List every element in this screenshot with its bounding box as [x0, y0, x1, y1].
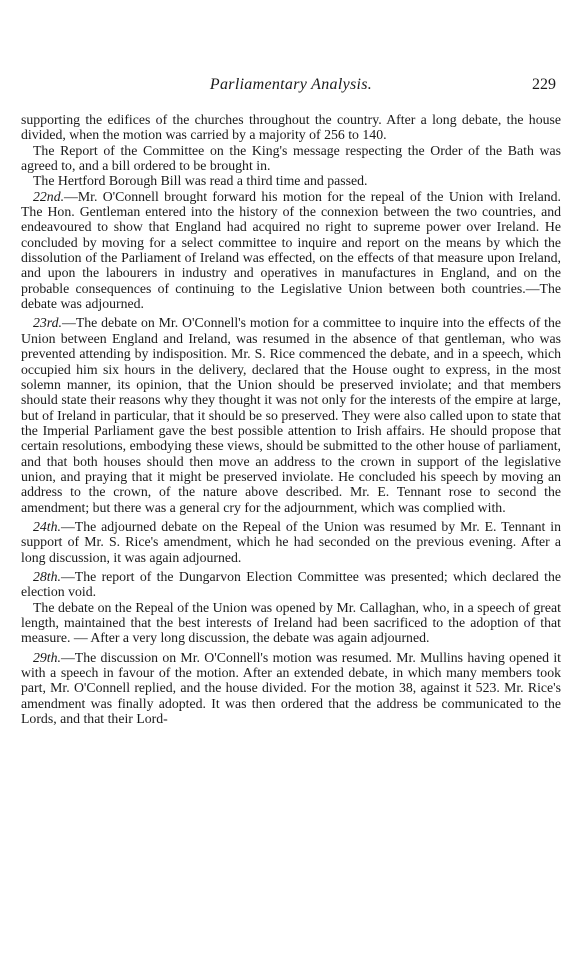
- running-head: [22, 76, 560, 100]
- paragraph-text: —The report of the Dungarvon Election Committee was presented; which declared the election void.: [21, 568, 561, 600]
- paragraph-29th: [21, 650, 561, 727]
- paragraph-24th: [21, 519, 561, 565]
- entry-date: 28th.: [33, 568, 61, 584]
- entry-date: 23rd.: [33, 315, 63, 331]
- paragraph-text: supporting the edifices of the churches throughout the country. After a long debate, the house divided, when the motion was carried by a majority of 256 to 140.: [21, 112, 561, 143]
- paragraph-text: The debate on the Repeal of the Union was opened by Mr. Callaghan, who, in a speech of great length, maintained that the best interests of Ireland had been sacrificed to the adoption of that measure. — After a very long discussion, the debate was again adjourned.: [21, 599, 561, 646]
- entry-date: 29th.: [33, 649, 61, 665]
- paragraph-text: —The discussion on Mr. O'Connell's motion was resumed. Mr. Mullins having opened it with a speech in favour of the motion. After an extended debate, in which many members took part, Mr. O'Connell replied, and the house divided. For the motion 38, against it 523. Mr. Rice's amendment was finally adopted. It was then ordered that the address be communicated to the Lords, and that their Lord-: [21, 649, 561, 727]
- entry-date: 24th.: [33, 518, 61, 534]
- page-number: 229: [532, 76, 556, 93]
- paragraph-repeal-debate: [21, 600, 561, 646]
- running-title: Parliamentary Analysis.: [209, 76, 373, 93]
- body-text: [21, 112, 561, 726]
- paragraph-text: The Report of the Committee on the King's message respecting the Order of the Bath was agreed to, and a bill ordered to be brought in.: [21, 142, 561, 174]
- paragraph-23rd: [21, 315, 561, 514]
- paragraph-text: —The debate on Mr. O'Connell's motion for a committee to inquire into the effects of the Union between England and Ireland, was resumed in the absence of that gentleman, who was prevented attending by indisposition. Mr. S. Rice commenced the debate, and in a speech, which occupied him six hours in the delivery, declared that the House ought to express, in the most solemn manner, its opinion, that the Union should be preserved inviolate; and that members should state their reasons why they thought it was not only for the interests of the empire at large, but of Ireland in particular, that it should be so preserved. They were also called upon to state that the Imperial Parliament gave the best possible attention to Irish affairs. He should propose that certain resolutions, embodying these views, should be submitted to the other house of parliament, and that both houses should then move an address to the crown in support of the legislative union, and praying that it might be preserved inviolate. He concluded his speech by moving an address to the crown, of the nature above described. Mr. E. Tennant rose to second the amendment; but there was a general cry for the adjournment, which was complied with.: [21, 315, 561, 515]
- paragraph-hertford-bill: [21, 173, 561, 188]
- paragraph-text: —Mr. O'Connell brought forward his motion for the repeal of the Union with Ireland. The Hon. Gentleman entered into the history of the connexion between the two countries, and endeavoured to show that England had acquired no right to supreme power over Ireland. He concluded by moving for a select committee to inquire and report on the means by which the dissolution of the Parliament of Ireland was effected, on the effects of that measure upon Ireland, and upon the labourers in industry and operatives in manufactures in England, and on the probable consequences of continuing to the Legislative Union between both countries.—The debate was adjourned.: [21, 188, 561, 312]
- entry-date: 22nd.: [33, 188, 65, 204]
- paragraph-text: —The adjourned debate on the Repeal of the Union was resumed by Mr. E. Tennant in support of Mr. S. Rice's amendment, which he had seconded on the previous evening. After a long discussion, it was again adjourned.: [21, 518, 561, 565]
- paragraph-bath-report: [21, 143, 561, 174]
- paragraph-22nd: [21, 189, 561, 312]
- paragraph-28th: [21, 569, 561, 600]
- paragraph-text: The Hertford Borough Bill was read a third time and passed.: [33, 173, 368, 189]
- paragraph-continuation: [21, 112, 561, 143]
